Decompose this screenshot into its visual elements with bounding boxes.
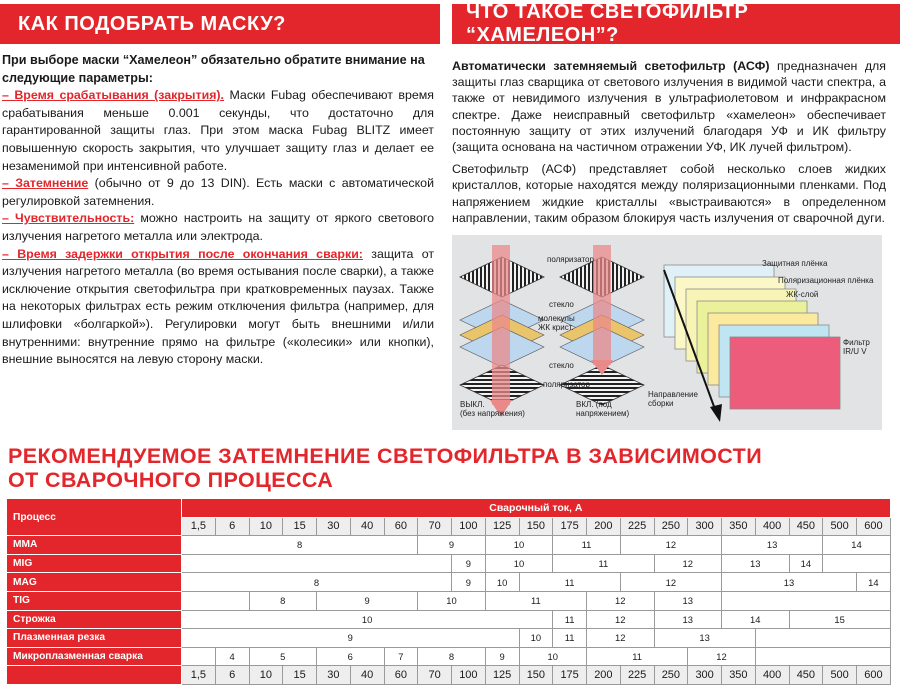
current-tick: 40 <box>350 666 384 685</box>
filter-layers <box>664 265 840 409</box>
shade-cell: 14 <box>789 554 823 573</box>
current-tick: 225 <box>620 666 654 685</box>
current-tick: 6 <box>215 666 249 685</box>
filter-layer-7 <box>730 337 840 409</box>
process-name: MAG <box>7 573 182 592</box>
shade-cell: 12 <box>654 554 722 573</box>
label-assembly-1: Направление <box>648 390 698 399</box>
process-name: TIG <box>7 591 182 610</box>
current-tick: 450 <box>789 517 823 536</box>
shade-cell: 8 <box>182 573 452 592</box>
label-lc-layer: ЖК-слой <box>786 290 819 299</box>
current-tick: 300 <box>688 666 722 685</box>
filter-structure-diagram <box>452 235 882 430</box>
param-term: – Время задержки открытия после окончания сварки: <box>2 246 363 261</box>
shade-cell: 10 <box>519 629 553 648</box>
current-tick: 15 <box>283 517 317 536</box>
light-beam-off <box>492 245 510 405</box>
shade-cell: 14 <box>823 536 891 555</box>
shade-cell: 11 <box>587 647 688 666</box>
mask-selection-intro: При выборе маски “Хамелеон” обязательно обратите внимание на следующие параметры: <box>2 53 425 85</box>
label-polarizing-film: Поляризационная плёнка <box>778 276 874 285</box>
param-response-time <box>2 87 434 175</box>
table-title-line-2: ОТ СВАРОЧНОГО ПРОЦЕССА <box>8 468 334 492</box>
shade-cell: 13 <box>722 573 857 592</box>
shade-cell: 13 <box>722 554 790 573</box>
param-text: можно настроить на защиту от яркого светового излучения нагретого металла или электрода. <box>2 211 434 243</box>
param-shade <box>2 175 434 210</box>
shade-cell <box>182 554 452 573</box>
right-section-header <box>452 1 900 46</box>
current-tick: 100 <box>452 517 486 536</box>
current-tick: 450 <box>789 666 823 685</box>
shade-cell: 7 <box>384 647 418 666</box>
current-tick: 200 <box>587 666 621 685</box>
filter-term: Автоматически затемняемый светофильтр (АСФ) <box>452 59 770 73</box>
process-name: MMA <box>7 536 182 555</box>
light-beam-on <box>593 245 611 365</box>
shade-cell: 11 <box>553 554 654 573</box>
current-tick: 600 <box>857 666 891 685</box>
current-tick: 125 <box>485 666 519 685</box>
process-name: Микроплазменная сварка <box>7 647 182 666</box>
param-term: – Время срабатывания (закрытия). <box>2 88 224 103</box>
shade-cell: 8 <box>249 591 317 610</box>
table-title <box>8 444 888 492</box>
current-tick: 400 <box>755 666 789 685</box>
label-on-2: напряжением) <box>576 409 630 418</box>
shade-cell: 13 <box>654 610 722 629</box>
shade-cell: 8 <box>182 536 418 555</box>
shade-cell <box>755 629 890 648</box>
process-header: Процесс <box>7 499 182 536</box>
table-row <box>7 591 891 610</box>
filter-paragraph-2: Светофильтр (АСФ) представляет собой несколько слоев жидких кристаллов, которые находятся между поляризационными пленками. Под напряжением жидкие кристаллы «выстраиваются» в определенном направлении, таким образом блокируя часть излучения от сварочной дуги. <box>452 162 886 225</box>
shade-cell: 14 <box>722 610 790 629</box>
shade-cell: 4 <box>215 647 249 666</box>
left-section-header <box>0 4 440 44</box>
param-sensitivity <box>2 210 434 245</box>
current-tick: 125 <box>485 517 519 536</box>
current-tick: 70 <box>418 666 452 685</box>
shade-cell: 11 <box>553 629 587 648</box>
shade-cell: 11 <box>519 573 620 592</box>
current-tick: 60 <box>384 666 418 685</box>
current-tick: 30 <box>317 666 351 685</box>
mask-selection-text <box>2 52 434 369</box>
current-tick: 10 <box>249 517 283 536</box>
right-section-title: ЧТО ТАКОЕ СВЕТОФИЛЬТР “ХАМЕЛЕОН”? <box>466 1 749 46</box>
label-lc-molecules-2: ЖК крист. <box>538 323 574 332</box>
shade-cell: 9 <box>452 554 486 573</box>
param-text: (обычно от 9 до 13 DIN). Есть маски с автоматической регулировкой затемнения. <box>2 176 434 208</box>
current-tick: 350 <box>722 666 756 685</box>
label-off-1: ВЫКЛ. <box>460 400 485 409</box>
table-row <box>7 629 891 648</box>
current-header: Сварочный ток, А <box>182 499 891 518</box>
current-tick: 150 <box>519 517 553 536</box>
current-tick: 175 <box>553 666 587 685</box>
current-tick: 6 <box>215 517 249 536</box>
shade-cell: 10 <box>485 554 553 573</box>
shade-cell: 8 <box>418 647 486 666</box>
process-name: MIG <box>7 554 182 573</box>
label-off-2: (без напряжения) <box>460 409 525 418</box>
shade-cell: 12 <box>587 629 655 648</box>
table-title-line-1: РЕКОМЕНДУЕМОЕ ЗАТЕМНЕНИЕ СВЕТОФИЛЬТРА В ЗАВИСИМОСТИ <box>8 444 763 468</box>
table-row <box>7 536 891 555</box>
shade-cell: 10 <box>519 647 587 666</box>
shade-cell: 10 <box>485 536 553 555</box>
label-glass-bottom: стекло <box>549 361 574 370</box>
diagram-svg <box>452 235 882 430</box>
filter-paragraph-1-text: предназначен для защиты глаз сварщика от светового излучения в видимой части спектра, а также от невидимого излучения в ультрафиолетовом и инфракрасном спектре. Даже неисправный светофильтр «хамелеон» обеспечивает постоянную защиту от этих излучений благодаря УФ и ИК фильтру (защита основана на частичном отражении УФ, ИК лучей фильтром). <box>452 59 886 155</box>
label-filter-2: IR/U V <box>843 347 867 356</box>
shade-recommendation-table <box>6 498 891 685</box>
left-section-title: КАК ПОДОБРАТЬ МАСКУ? <box>18 12 286 35</box>
process-name: Плазменная резка <box>7 629 182 648</box>
label-on-1: ВКЛ. (под <box>576 400 612 409</box>
process-footer <box>7 666 182 685</box>
current-tick: 250 <box>654 666 688 685</box>
shade-cell: 12 <box>620 536 721 555</box>
param-term: – Чувствительность: <box>2 211 135 226</box>
current-ticks-bottom <box>7 666 891 685</box>
shade-cell: 12 <box>620 573 721 592</box>
shade-cell: 9 <box>452 573 486 592</box>
current-tick: 40 <box>350 517 384 536</box>
current-tick: 500 <box>823 517 857 536</box>
label-polarizer-top: поляризатор <box>547 255 594 264</box>
shade-cell: 10 <box>182 610 553 629</box>
param-text: Маски Fubag обеспечивают время срабатывания меньше 0.001 секунды, что достаточно для гарантированной защиты глаз. При этом маска Fubag BLITZ имеет повышенную скорость закрытия, что улучшает защиту глаз и делает ее незаменимой при интенсивной работе. <box>2 88 434 173</box>
shade-cell <box>823 554 891 573</box>
current-tick: 100 <box>452 666 486 685</box>
shade-cell: 14 <box>857 573 891 592</box>
shade-cell: 11 <box>485 591 586 610</box>
shade-cell: 11 <box>553 610 587 629</box>
current-tick: 600 <box>857 517 891 536</box>
current-tick: 30 <box>317 517 351 536</box>
shade-cell <box>755 647 890 666</box>
current-tick: 250 <box>654 517 688 536</box>
current-tick: 150 <box>519 666 553 685</box>
filter-paragraph-1 <box>452 58 886 155</box>
label-polarizer-bottom: поляризатор <box>543 380 590 389</box>
shade-cell: 12 <box>587 610 655 629</box>
label-filter-1: Фильтр <box>843 338 870 347</box>
table-row <box>7 573 891 592</box>
shade-cell: 13 <box>654 591 722 610</box>
current-tick: 200 <box>587 517 621 536</box>
table-row <box>7 647 891 666</box>
label-glass-top: стекло <box>549 300 574 309</box>
table-row <box>7 554 891 573</box>
param-text: защита от излучения нагретого металла (во время остывания после сварки), а также исключение открытия светофильтра при кратковременных паузах. Также на некоторых фильтрах есть режим отключения фильтра (например, для шлифовки «болгаркой»). Регулировки могут быть внешними и/или внутренними: внутренние прямо на фильтре («колесики» или кнопки), внешние выносятся на левую сторону маски. <box>2 246 434 367</box>
current-tick: 400 <box>755 517 789 536</box>
current-tick: 350 <box>722 517 756 536</box>
filter-description-text <box>452 58 886 232</box>
shade-cell: 9 <box>182 629 520 648</box>
current-tick: 10 <box>249 666 283 685</box>
shade-cell <box>182 591 250 610</box>
shade-cell: 6 <box>317 647 385 666</box>
param-term: – Затемнение <box>2 176 89 191</box>
current-tick: 15 <box>283 666 317 685</box>
shade-cell: 11 <box>553 536 621 555</box>
shade-cell: 15 <box>789 610 890 629</box>
shade-cell: 13 <box>722 536 823 555</box>
label-assembly-2: сборки <box>648 399 674 408</box>
shade-cell: 9 <box>317 591 418 610</box>
shade-cell: 10 <box>485 573 519 592</box>
current-tick: 1,5 <box>182 517 216 536</box>
shade-cell <box>182 647 216 666</box>
label-lc-molecules-1: молекулы <box>538 314 575 323</box>
current-tick: 60 <box>384 517 418 536</box>
current-tick: 1,5 <box>182 666 216 685</box>
shade-cell: 12 <box>587 591 655 610</box>
shade-cell <box>722 591 891 610</box>
current-tick: 175 <box>553 517 587 536</box>
current-tick: 70 <box>418 517 452 536</box>
off-state-stack <box>460 245 544 417</box>
table-header-row <box>7 499 891 518</box>
shade-cell: 9 <box>485 647 519 666</box>
shade-cell: 9 <box>418 536 486 555</box>
shade-cell: 12 <box>688 647 756 666</box>
shade-cell: 5 <box>249 647 317 666</box>
current-tick: 500 <box>823 666 857 685</box>
shade-cell: 10 <box>418 591 486 610</box>
current-tick: 225 <box>620 517 654 536</box>
current-tick: 300 <box>688 517 722 536</box>
label-protective-film: Защитная плёнка <box>762 259 828 268</box>
param-delay <box>2 246 434 369</box>
process-name: Строжка <box>7 610 182 629</box>
table-row <box>7 610 891 629</box>
assembly-arrow-head <box>710 404 722 422</box>
shade-cell: 13 <box>654 629 755 648</box>
